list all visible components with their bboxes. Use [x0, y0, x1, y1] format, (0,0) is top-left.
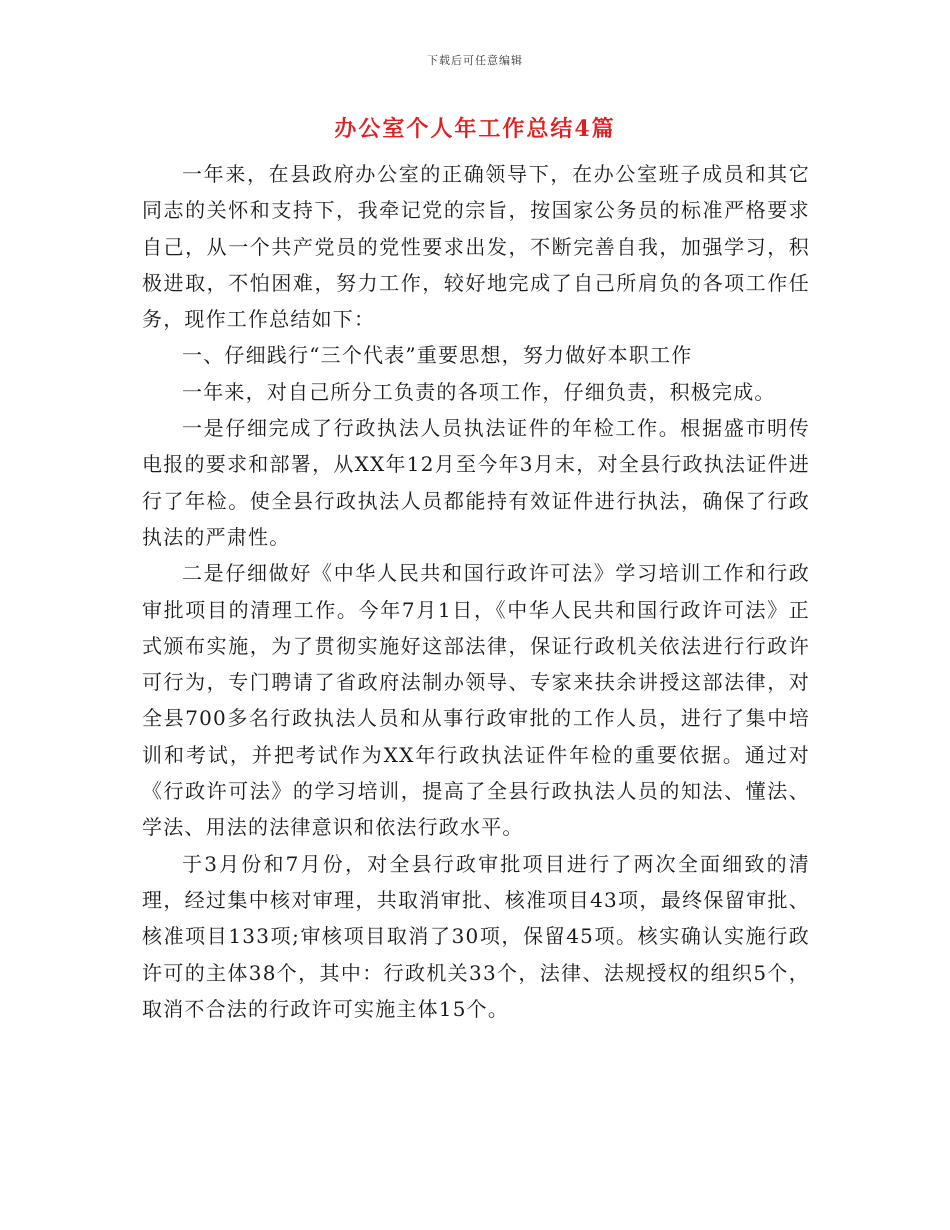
document-title: 办公室个人年工作总结4篇: [334, 116, 616, 142]
document-body: [142, 156, 810, 1027]
paragraph-overview: 一年来，对自己所分工负责的各项工作，仔细负责，积极完成。: [182, 379, 776, 404]
paragraph-cleanup: 于3月份和7月份，对全县行政审批项目进行了两次全面细致的清理，经过集中核对审理，共取消审批、核准项目43项，最终保留审批、核准项目133项;审核项目取消了30项，保留45项。核实确认实施行政许可的主体38个，其中：行政机关33个，法律、法规授权的组织5个，取消不合法的行政许可实施主体15个。: [142, 851, 810, 1021]
header-note: 下载后可任意编辑: [427, 54, 523, 67]
paragraph-item-one: 一是仔细完成了行政执法人员执法证件的年检工作。根据盛市明传电报的要求和部署，从XX年12月至今年3月末，对全县行政执法证件进行了年检。使全县行政执法人员都能持有效证件进行执法，确保了行政执法的严肃性。: [142, 416, 810, 549]
paragraph-intro: 一年来，在县政府办公室的正确领导下，在办公室班子成员和其它同志的关怀和支持下，我牵记党的宗旨，按国家公务员的标准严格要求自己，从一个共产党员的党性要求出发，不断完善自我，加强学习，积极进取，不怕困难，努力工作，较好地完成了自己所肩负的各项工作任务，现作工作总结如下：: [142, 162, 810, 332]
paragraph-item-two: 二是仔细做好《中华人民共和国行政许可法》学习培训工作和行政审批项目的清理工作。今年7月1日，《中华人民共和国行政许可法》正式颁布实施，为了贯彻实施好这部法律，保证行政机关依法进行行政许可行为，专门聘请了省政府法制办领导、专家来扶余讲授这部法律，对全县700多名行政执法人员和从事行政审批的工作人员，进行了集中培训和考试，并把考试作为XX年行政执法证件年检的重要依据。通过对《行政许可法》的学习培训，提高了全县行政执法人员的知法、懂法、学法、用法的法律意识和依法行政水平。: [142, 561, 810, 840]
paragraph-section-heading: 一、仔细践行“三个代表”重要思想，努力做好本职工作: [182, 343, 693, 368]
